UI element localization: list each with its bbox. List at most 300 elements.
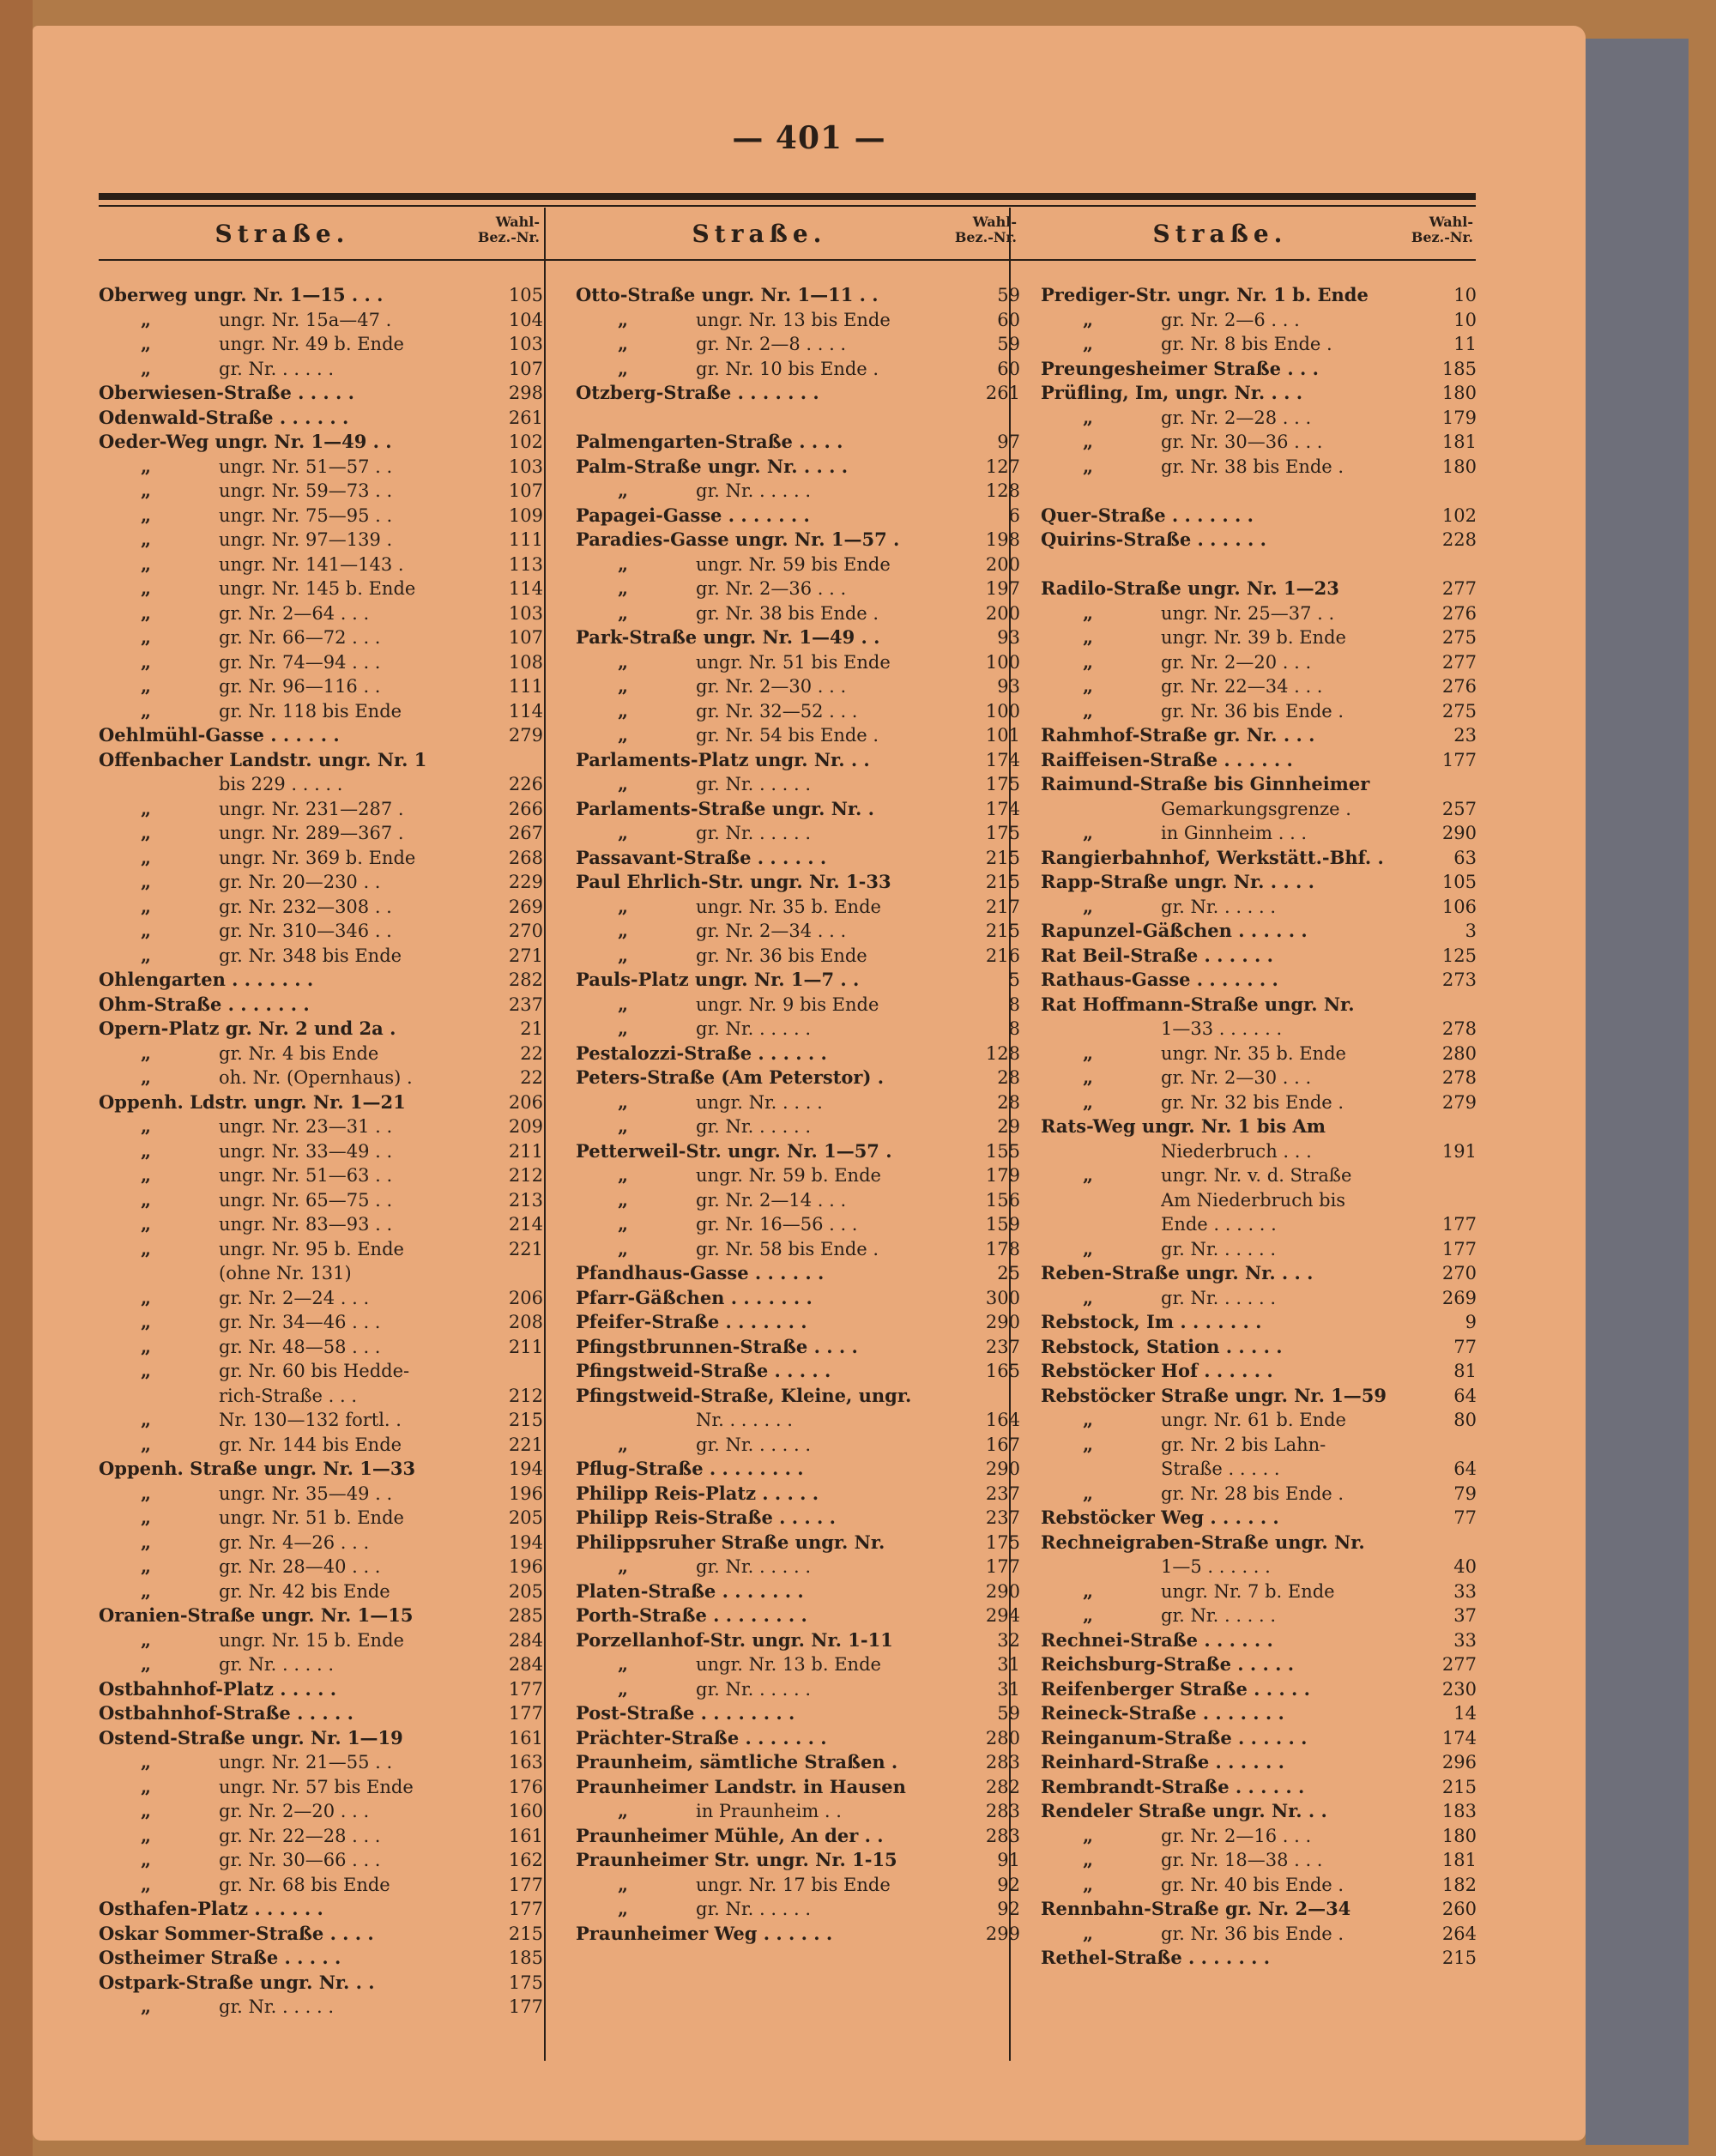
street-entry [99, 1873, 543, 1898]
number-range: gr. Nr. 32 bis Ende . [1161, 1091, 1344, 1113]
district-number: 211 [508, 1336, 543, 1357]
street-name: Pfeifer-Straße . . . . . . . [576, 1311, 807, 1332]
street-name: Philipp Reis-Platz . . . . . [576, 1482, 819, 1504]
street-entry [1041, 381, 1477, 406]
district-number: 279 [508, 725, 543, 746]
district-number: 182 [1441, 1874, 1477, 1895]
number-range: ungr. Nr. 39 b. Ende [1161, 627, 1346, 648]
district-number: 206 [508, 1091, 543, 1113]
district-number: 191 [1441, 1140, 1477, 1162]
street-entry [99, 283, 543, 308]
street-entry [576, 1531, 1020, 1555]
district-number: 156 [985, 1189, 1020, 1211]
ditto-mark: „ [617, 1898, 629, 1919]
street-list [99, 283, 543, 2020]
number-range: gr. Nr. 4 bis Ende [219, 1042, 379, 1064]
ditto-mark: „ [140, 601, 152, 624]
street-entry [576, 1139, 1020, 1164]
street-entry [1041, 674, 1477, 699]
district-number: 196 [508, 1556, 543, 1577]
street-entry [576, 332, 1020, 357]
street-entry [1041, 1261, 1477, 1286]
district-number: 206 [508, 1287, 543, 1308]
street-entry [576, 870, 1020, 895]
street-entry [576, 797, 1020, 822]
street-name: Rethel-Straße . . . . . . . [1041, 1947, 1271, 1968]
number-range: ungr. Nr. 17 bis Ende [696, 1874, 891, 1895]
ditto-mark: „ [617, 920, 629, 941]
district-number: 261 [985, 383, 1020, 403]
street-entry [1041, 1359, 1477, 1384]
ditto-mark: „ [617, 601, 629, 624]
street-heading: Straße. [1152, 220, 1288, 248]
page-number: — 401 — [732, 120, 886, 156]
street-entry [99, 381, 543, 406]
number-range: ungr. Nr. 15a—47 . [219, 309, 392, 330]
district-number: 214 [508, 1214, 543, 1235]
street-entry [99, 625, 543, 650]
street-entry [1041, 1017, 1477, 1042]
street-entry [99, 1726, 543, 1751]
district-number: 80 [1453, 1410, 1477, 1430]
street-entry [99, 919, 543, 944]
street-entry [1041, 1237, 1477, 1262]
number-range: ungr. Nr. 13 b. Ende [696, 1654, 881, 1675]
street-entry [576, 772, 1020, 797]
street-name: Rathaus-Gasse . . . . . . . [1041, 969, 1278, 990]
street-entry [99, 1824, 543, 1849]
street-entry [576, 1114, 1020, 1139]
ditto-mark: „ [617, 1653, 629, 1675]
ditto-mark: „ [1082, 1409, 1094, 1430]
number-range: gr. Nr. 60 bis Hedde- [219, 1361, 410, 1381]
district-number: 194 [508, 1531, 543, 1553]
street-entry [99, 674, 543, 699]
number-range: ungr. Nr. 51 bis Ende [696, 651, 891, 673]
ditto-mark: „ [140, 1409, 152, 1430]
district-number: 8 [1008, 1018, 1020, 1039]
ditto-mark: „ [617, 333, 629, 354]
number-range: gr. Nr. 2—8 . . . . [696, 334, 847, 354]
street-name: Rendeler Straße ungr. Nr. . . [1041, 1800, 1327, 1821]
district-number: 102 [508, 432, 543, 452]
ditto-mark: „ [140, 871, 152, 892]
street-name: Ostbahnhof-Straße . . . . . [99, 1702, 353, 1724]
column-header [1041, 208, 1477, 259]
street-entry [99, 455, 543, 480]
number-range: gr. Nr. 48—58 . . . [219, 1336, 381, 1357]
street-name: Oeder-Weg ungr. Nr. 1—49 . . [99, 431, 392, 452]
street-entry [576, 1848, 1020, 1873]
district-number: 177 [508, 1996, 543, 2017]
street-name: Rat Hoffmann-Straße ungr. Nr. [1041, 993, 1355, 1015]
district-number: 177 [1441, 749, 1477, 770]
district-number: 282 [985, 1776, 1020, 1797]
street-entry [99, 601, 543, 626]
street-name: Quirins-Straße . . . . . . [1041, 528, 1266, 550]
street-name: Reifenberger Straße . . . . . [1041, 1677, 1310, 1700]
street-entry [1041, 821, 1477, 846]
district-number: 29 [997, 1116, 1020, 1137]
street-entry [99, 1188, 543, 1213]
district-number: 105 [508, 285, 543, 305]
street-entry [99, 748, 543, 773]
number-range: gr. Nr. 28 bis Ende . [1161, 1483, 1344, 1504]
district-number: 237 [985, 1336, 1020, 1357]
street-name: Rebstock, Station . . . . . [1041, 1335, 1283, 1357]
district-number: 107 [508, 627, 543, 648]
street-entry [576, 993, 1020, 1018]
district-number: 283 [985, 1825, 1020, 1846]
number-range: gr. Nr. . . . . . [696, 1899, 812, 1919]
ditto-mark: „ [140, 1066, 152, 1088]
street-entry [576, 944, 1020, 969]
district-number: 161 [508, 1727, 543, 1748]
district-number: 215 [508, 1923, 543, 1944]
street-name: Praunheimer Weg . . . . . . [576, 1922, 833, 1944]
street-entry [1041, 1848, 1477, 1873]
street-name: Parlaments-Straße ungr. Nr. . [576, 797, 874, 819]
street-entry [576, 357, 1020, 382]
district-number: 178 [985, 1238, 1020, 1259]
street-entry [1041, 625, 1477, 650]
street-entry [99, 1701, 543, 1726]
district-number: 237 [508, 993, 543, 1015]
ditto-mark: „ [1082, 406, 1094, 428]
street-entry [99, 944, 543, 969]
number-range: gr. Nr. . . . . . [696, 1018, 812, 1039]
street-entry [99, 1897, 543, 1922]
ditto-mark: „ [140, 528, 152, 550]
ditto-mark: „ [1082, 333, 1094, 354]
number-range: ungr. Nr. 51—63 . . [219, 1165, 393, 1186]
district-number: 6 [1008, 504, 1020, 526]
ditto-mark: „ [140, 1115, 152, 1137]
ditto-mark: „ [1082, 1824, 1094, 1846]
number-range: gr. Nr. 34—46 . . . [219, 1312, 381, 1332]
ditto-mark: „ [140, 1824, 152, 1846]
district-number: 162 [508, 1850, 543, 1870]
street-entry [99, 723, 543, 748]
street-entry [1041, 553, 1477, 577]
district-number: 160 [508, 1801, 543, 1821]
street-name: Preungesheimer Straße . . . [1041, 357, 1319, 379]
street-entry [576, 1775, 1020, 1800]
district-number: 64 [1453, 1458, 1477, 1479]
number-range: ungr. Nr. 35 b. Ende [1161, 1042, 1346, 1064]
ditto-mark: „ [140, 1164, 152, 1186]
ditto-mark: „ [140, 650, 152, 673]
column-divider-1 [544, 208, 546, 2061]
street-entry [99, 772, 543, 797]
street-entry [1041, 870, 1477, 895]
district-number: 177 [508, 1703, 543, 1724]
street-name: Pflug-Straße . . . . . . . . [576, 1458, 804, 1479]
street-name: Pestalozzi-Straße . . . . . . [576, 1042, 827, 1064]
number-range: Nr. . . . . . . [696, 1410, 793, 1430]
district-number: 106 [1441, 896, 1477, 917]
street-name: Pfingstweid-Straße, Kleine, ungr. [576, 1384, 912, 1406]
district-number: 200 [985, 553, 1020, 575]
street-entry [99, 968, 543, 993]
number-range: gr. Nr. 144 bis Ende [219, 1434, 402, 1455]
street-entry [99, 993, 543, 1018]
ditto-mark: „ [617, 1433, 629, 1455]
ditto-mark: „ [617, 1115, 629, 1137]
street-entry [576, 699, 1020, 724]
street-name: Porth-Straße . . . . . . . . [576, 1604, 807, 1626]
street-entry [576, 504, 1020, 528]
street-entry [99, 1995, 543, 2020]
district-number: 215 [985, 921, 1020, 941]
district-number: 28 [997, 1091, 1020, 1113]
street-name: Rangierbahnhof, Werkstätt.-Bhf. . [1041, 846, 1384, 868]
street-name: Pfarr-Gäßchen . . . . . . . [576, 1286, 813, 1308]
district-number: 290 [1441, 823, 1477, 843]
number-range: gr. Nr. 30—66 . . . [219, 1850, 381, 1870]
street-name: Palmengarten-Straße . . . . [576, 431, 843, 452]
number-range: gr. Nr. 2—30 . . . [696, 676, 847, 697]
district-number: 215 [985, 872, 1020, 892]
district-number: 237 [985, 1483, 1020, 1504]
street-entry [1041, 723, 1477, 748]
number-range: gr. Nr. . . . . . [1161, 1238, 1277, 1259]
street-entry [576, 601, 1020, 626]
street-entry [99, 1090, 543, 1115]
street-entry [1041, 1922, 1477, 1947]
ditto-mark: „ [140, 1775, 152, 1797]
street-entry [576, 455, 1020, 480]
number-range: ungr. Nr. 15 b. Ende [219, 1629, 404, 1651]
number-range: gr. Nr. 118 bis Ende [219, 700, 402, 722]
street-entry [576, 748, 1020, 773]
street-entry [1041, 895, 1477, 920]
district-number: 200 [985, 602, 1020, 624]
street-entry [1041, 1799, 1477, 1824]
number-range: gr. Nr. 38 bis Ende . [696, 602, 879, 624]
street-name: Oehlmühl-Gasse . . . . . . [99, 724, 340, 746]
street-entry [576, 1555, 1020, 1579]
street-name: Philipp Reis-Straße . . . . . [576, 1507, 836, 1528]
street-entry [99, 1433, 543, 1458]
street-entry [576, 553, 1020, 577]
district-number: 257 [1441, 798, 1477, 819]
street-name: Radilo-Straße ungr. Nr. 1—23 [1041, 577, 1339, 599]
number-range: Gemarkungsgrenze . [1161, 798, 1351, 819]
number-range: ungr. Nr. 23—31 . . [219, 1116, 393, 1137]
district-number: 294 [985, 1605, 1020, 1626]
ditto-mark: „ [140, 895, 152, 917]
street-entry [1041, 797, 1477, 822]
number-range: gr. Nr. . . . . . [696, 1678, 812, 1700]
street-entry [1041, 1163, 1477, 1188]
column-header [99, 208, 543, 259]
street-entry [1041, 846, 1477, 871]
district-number: 114 [508, 700, 543, 722]
district-number: 164 [985, 1410, 1020, 1430]
number-range: gr. Nr. 18—38 . . . [1161, 1850, 1323, 1870]
number-range: ungr. Nr. 59 b. Ende [696, 1165, 881, 1186]
street-name: Praunheim, sämtliche Straßen . [576, 1751, 898, 1773]
district-number: 290 [985, 1458, 1020, 1479]
ditto-mark: „ [1082, 308, 1094, 330]
street-name: Pfingstbrunnen-Straße . . . . [576, 1335, 858, 1357]
ditto-mark: „ [617, 480, 629, 501]
district-number: 5 [1008, 969, 1020, 990]
street-name: Oranien-Straße ungr. Nr. 1—15 [99, 1604, 414, 1626]
ditto-mark: „ [140, 1139, 152, 1162]
street-name: Odenwald-Straße . . . . . . [99, 406, 349, 428]
street-entry [99, 797, 543, 822]
district-number: 180 [1441, 1825, 1477, 1846]
district-number: 93 [997, 627, 1020, 648]
district-number: 277 [1441, 578, 1477, 599]
number-range: ungr. Nr. 289—367 . [219, 823, 404, 843]
ditto-mark: „ [140, 920, 152, 941]
district-number: 63 [1453, 847, 1477, 868]
ditto-mark: „ [617, 1090, 629, 1113]
district-number: 33 [1453, 1629, 1477, 1651]
street-entry [1041, 1726, 1477, 1751]
street-entry [1041, 577, 1477, 601]
district-number: 179 [1441, 407, 1477, 428]
ditto-mark: „ [140, 822, 152, 843]
ditto-mark: „ [140, 1531, 152, 1553]
district-number: 92 [997, 1899, 1020, 1919]
number-range: ungr. Nr. 141—143 . [219, 553, 404, 575]
street-name: Parlaments-Platz ungr. Nr. . . [576, 748, 870, 770]
district-number: 209 [508, 1116, 543, 1137]
district-number: 216 [985, 945, 1020, 966]
number-range: gr. Nr. . . . . . [696, 1556, 812, 1577]
street-name: Post-Straße . . . . . . . . [576, 1702, 795, 1724]
street-heading: Straße. [214, 220, 350, 248]
street-name: Prächter-Straße . . . . . . . [576, 1726, 827, 1748]
ditto-mark: „ [140, 846, 152, 868]
number-range: ungr. Nr. 83—93 . . [219, 1214, 393, 1235]
number-range: ungr. Nr. 25—37 . . [1161, 602, 1335, 624]
street-entry [1041, 1897, 1477, 1922]
street-name: Rat Beil-Straße . . . . . . [1041, 944, 1273, 966]
street-name: Offenbacher Landstr. ungr. Nr. 1 [99, 748, 427, 770]
district-number: 31 [997, 1654, 1020, 1675]
ditto-mark: „ [1082, 1090, 1094, 1113]
ditto-mark: „ [140, 1507, 152, 1528]
street-entry [1041, 1701, 1477, 1726]
district-number: 79 [1453, 1483, 1477, 1504]
number-range: gr. Nr. 20—230 . . [219, 872, 381, 892]
street-entry [576, 283, 1020, 308]
ditto-mark: „ [617, 1677, 629, 1700]
district-number: 185 [1441, 358, 1477, 379]
street-name: Prediger-Str. ungr. Nr. 1 b. Ende [1041, 284, 1369, 305]
ditto-mark: „ [1082, 822, 1094, 843]
district-number: 21 [520, 1018, 543, 1039]
district-number: 81 [1453, 1361, 1477, 1381]
ditto-mark: „ [140, 675, 152, 697]
district-number: 92 [997, 1874, 1020, 1895]
street-entry [576, 1433, 1020, 1458]
street-name: Reineck-Straße . . . . . . . [1041, 1702, 1284, 1724]
district-number: 270 [508, 921, 543, 941]
street-entry [576, 1212, 1020, 1237]
district-number: 213 [508, 1189, 543, 1211]
ditto-mark: „ [1082, 675, 1094, 697]
street-entry [576, 1701, 1020, 1726]
street-entry [1041, 430, 1477, 455]
street-entry [576, 1750, 1020, 1775]
district-number: 128 [985, 1042, 1020, 1064]
street-entry [99, 1114, 543, 1139]
number-range: gr. Nr. 2—34 . . . [696, 921, 847, 941]
street-name: Park-Straße ungr. Nr. 1—49 . . [576, 626, 880, 648]
street-name: Pfandhaus-Gasse . . . . . . [576, 1262, 825, 1283]
district-number: 9 [1465, 1312, 1477, 1332]
ditto-mark: „ [617, 724, 629, 746]
ditto-mark: „ [1082, 650, 1094, 673]
street-entry [99, 1335, 543, 1360]
street-name: Prüfling, Im, ungr. Nr. . . . [1041, 382, 1303, 403]
ditto-mark: „ [140, 357, 152, 379]
district-number: 60 [997, 309, 1020, 330]
ditto-mark: „ [617, 1237, 629, 1259]
number-range: Straße . . . . . [1161, 1458, 1280, 1479]
street-entry [1041, 1482, 1477, 1507]
ditto-mark: „ [140, 944, 152, 966]
street-entry [576, 1359, 1020, 1384]
number-range: ungr. Nr. 145 b. Ende [219, 578, 416, 599]
ditto-mark: „ [1082, 431, 1094, 452]
street-entry [99, 1750, 543, 1775]
street-entry [576, 1163, 1020, 1188]
number-range: gr. Nr. . . . . . [219, 1654, 335, 1675]
ditto-mark: „ [140, 1311, 152, 1332]
district-number: 108 [508, 651, 543, 673]
street-entry [576, 528, 1020, 553]
ditto-mark: „ [140, 1042, 152, 1064]
ditto-mark: „ [1082, 1237, 1094, 1259]
district-number: 276 [1441, 676, 1477, 697]
street-entry [576, 1506, 1020, 1531]
street-entry [576, 577, 1020, 601]
district-number: 215 [508, 1410, 543, 1430]
ditto-mark: „ [140, 1579, 152, 1602]
district-number: 10 [1453, 309, 1477, 330]
street-entry [576, 1408, 1020, 1433]
number-range: gr. Nr. 2—28 . . . [1161, 407, 1312, 428]
street-name: Ostend-Straße ungr. Nr. 1—19 [99, 1726, 403, 1748]
number-range: ungr. Nr. 65—75 . . [219, 1189, 393, 1211]
street-entry [1041, 479, 1477, 504]
street-column-3 [1041, 208, 1477, 2069]
street-entry [1041, 699, 1477, 724]
district-number: 114 [508, 578, 543, 599]
number-range: ungr. Nr. 33—49 . . [219, 1140, 393, 1162]
district-number: 177 [1441, 1238, 1477, 1259]
street-entry [99, 1261, 543, 1286]
district-number: 60 [997, 358, 1020, 379]
ditto-mark: „ [140, 1653, 152, 1675]
district-number: 278 [1441, 1067, 1477, 1088]
street-entry [99, 1799, 543, 1824]
number-range: gr. Nr. 2—14 . . . [696, 1189, 847, 1211]
ditto-mark: „ [140, 333, 152, 354]
street-entry [576, 1017, 1020, 1042]
street-name: Praunheimer Mühle, An der . . [576, 1824, 884, 1846]
street-entry [99, 846, 543, 871]
district-number: 104 [508, 309, 543, 330]
ditto-mark: „ [140, 1628, 152, 1651]
